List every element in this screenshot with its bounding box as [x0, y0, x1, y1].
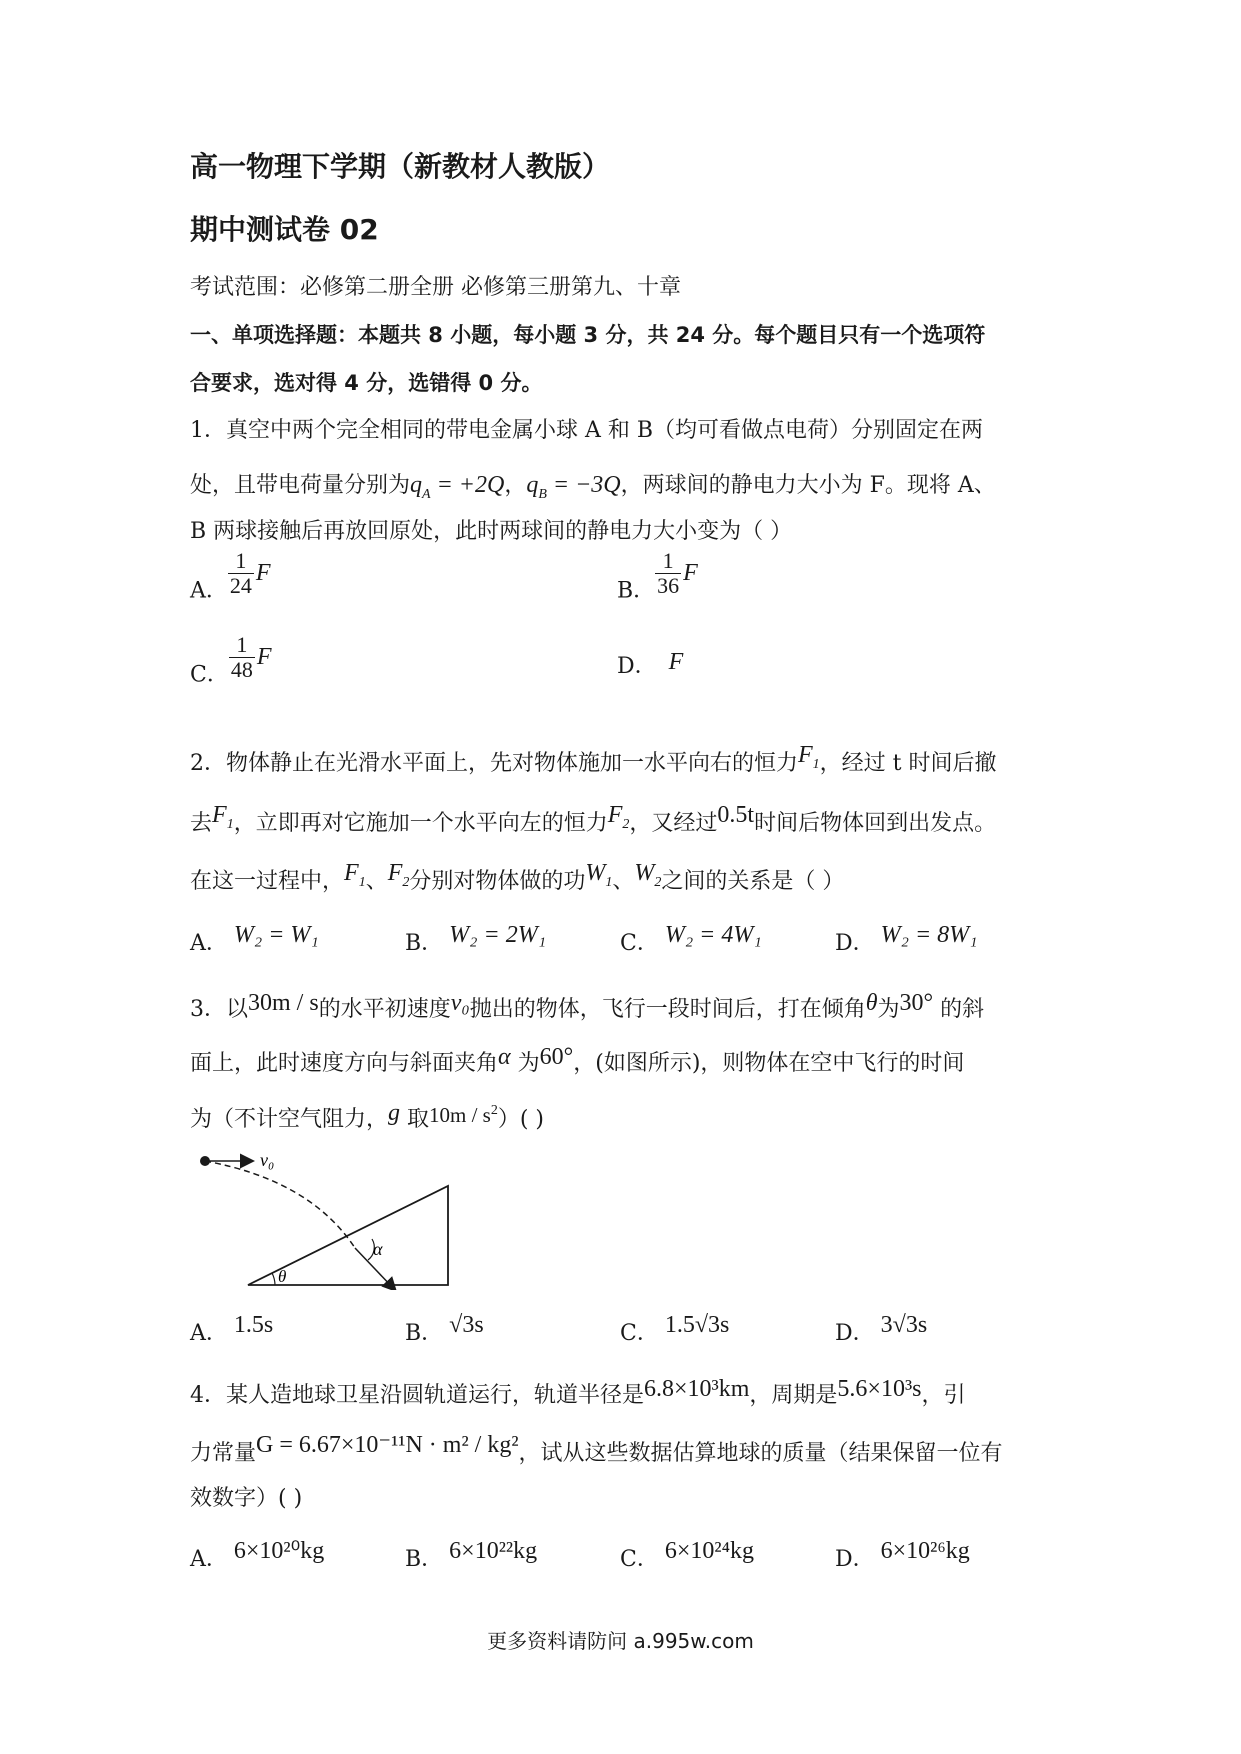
exam-scope: 考试范围：必修第二册全册 必修第三册第九、十章: [190, 275, 681, 300]
q2-option-c[interactable]: C． W₂ = 4W₁: [620, 922, 762, 956]
q2-option-d[interactable]: D． W₂ = 8W₁: [835, 922, 978, 956]
theta-label: θ: [278, 1267, 287, 1286]
q3-option-b[interactable]: B． √3s: [405, 1312, 484, 1346]
q4-option-d[interactable]: D． 6×10²⁶kg: [835, 1538, 970, 1572]
section-heading-line1: 一、单项选择题：本题共 8 小题，每小题 3 分，共 24 分。每个题目只有一个选项符: [190, 323, 986, 347]
q2-option-b[interactable]: B． W₂ = 2W₁: [405, 922, 547, 956]
q1-line3: B 两球接触后再放回原处，此时两球间的静电力大小变为（ ）: [190, 519, 793, 544]
q3-line3: 为（不计空气阻力，g 取$10m / s^2$）( ): [190, 1100, 545, 1132]
q2-option-a[interactable]: A． W₂ = W₁: [190, 922, 319, 956]
trajectory-path: [205, 1161, 355, 1248]
q4-option-b[interactable]: B． 6×10²²kg: [405, 1538, 538, 1572]
v0-label: v₀: [260, 1150, 275, 1170]
q3-line1: 3．以30m / s的水平初速度v₀抛出的物体，飞行一段时间后，打在倾角θ为30° 的斜: [190, 990, 985, 1022]
page-subtitle: 期中测试卷 02: [190, 213, 379, 246]
q1-option-d[interactable]: D． F: [617, 649, 684, 679]
theta-arc: [272, 1273, 275, 1285]
q2-line3: 在这一过程中，$F_1$、$F_2$分别对物体做的功$W_1$、$W_2$之间的关系是（ ）: [190, 860, 845, 894]
q4-line3: 效数字）( ): [190, 1486, 303, 1511]
page-title: 高一物理下学期（新教材人教版）: [190, 150, 611, 183]
q1-line1: 1．真空中两个完全相同的带电金属小球 A 和 B（均可看做点电荷）分别固定在两: [190, 418, 984, 443]
q4-line2: 力常量G = 6.67×10⁻¹¹N · m² / kg²，试从这些数据估算地球的质量（结果保留一位有: [190, 1432, 1003, 1466]
q4-option-a[interactable]: A． 6×10²⁰kg: [190, 1538, 325, 1572]
q4-option-c[interactable]: C． 6×10²⁴kg: [620, 1538, 754, 1572]
q1-option-b[interactable]: B． $\frac{1}{36}$ F: [617, 548, 698, 604]
q4-line1: 4．某人造地球卫星沿圆轨道运行，轨道半径是6.8×10³km，周期是5.6×10³s，引: [190, 1376, 966, 1408]
incline-figure: [190, 1140, 470, 1290]
q3-option-d[interactable]: D． 3√3s: [835, 1312, 928, 1346]
q3-line2: 面上，此时速度方向与斜面夹角α 为60°，(如图所示)，则物体在空中飞行的时间: [190, 1044, 965, 1076]
q2-line2: 去$F_1$，立即再对它施加一个水平向左的恒力$F_2$，又经过0.5t时间后物体回到出发点。: [190, 802, 997, 836]
alpha-label: α: [373, 1239, 383, 1259]
footer-link[interactable]: 更多资料请防问 a.995w.com: [487, 1629, 754, 1653]
q2-line1: 2．物体静止在光滑水平面上，先对物体施加一水平向右的恒力$F_1$，经过 t 时间后撤: [190, 742, 997, 776]
q3-option-a[interactable]: A． 1.5s: [190, 1312, 274, 1346]
q1-option-c[interactable]: C． $\frac{1}{48}$ F: [190, 632, 272, 688]
section-heading-line2: 合要求，选对得 4 分，选错得 0 分。: [190, 371, 543, 395]
q3-option-c[interactable]: C． 1.5√3s: [620, 1312, 730, 1346]
q1-option-a[interactable]: A． $\frac{1}{24}$ F: [190, 548, 271, 604]
q1-line2: 处，且带电荷量分别为$q_A = +2Q$，$q_B = -3Q$，两球间的静电力大小为 F。现将 A、: [190, 472, 996, 502]
